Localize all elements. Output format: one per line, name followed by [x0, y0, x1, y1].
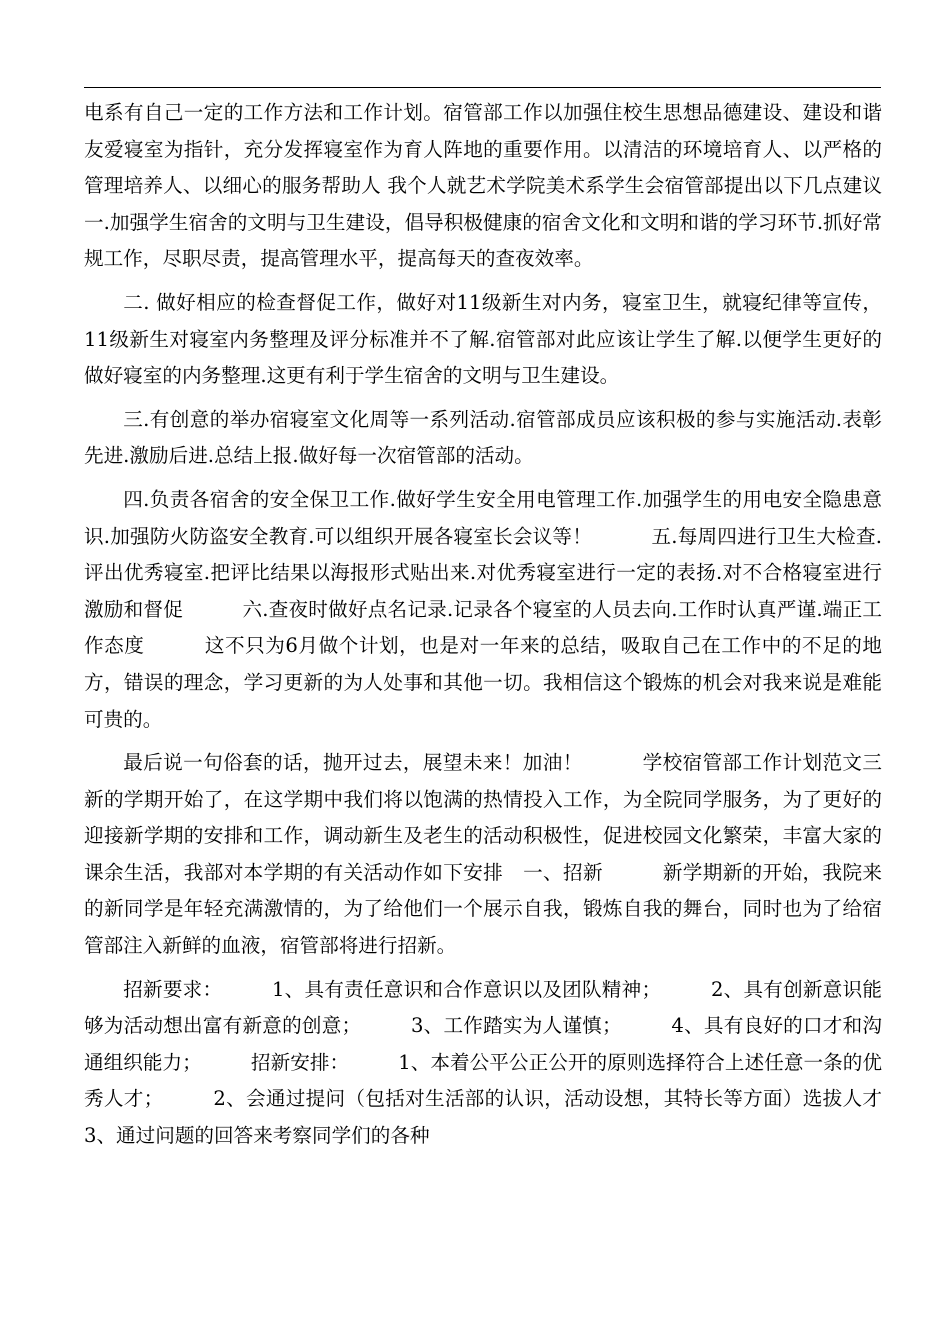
- paragraph: 电系有自己一定的工作方法和工作计划。宿管部工作以加强住校生思想品德建设、建设和谐友爱寝室为指针，充分发挥寝室作为育人阵地的重要作用。以清洁的环境培育人、以严格的管理培养人、以细心的服务帮助人 我个人就艺术学院美术系学生会宿管部提出以下几点建议 一.加强学生宿舍的文明与卫生建设，倡导积极健康的宿舍文化和文明和谐的学习环节.抓好常规工作，尽职尽责，提高管理水平，提高每天的查夜效率。: [84, 101, 922, 271]
- paragraph: 二. 做好相应的检查督促工作，做好对11级新生对内务，寝室卫生，就寝纪律等宣传，11级新生对寝室内务整理及评分标准并不了解.宿管部对此应该让学生了解.以便学生更好的做好寝室的内务整理.这更有利于学生宿舍的文明与卫生建设。: [84, 290, 882, 388]
- paragraph: 最后说一句俗套的话，抛开过去，展望未来！加油！ 学校宿管部工作计划范文三 新的学期开始了，在这学期中我们将以饱满的热情投入工作，为全院同学服务，为了更好的迎接新学期的安排和工作，调动新生及老生的活动积极性，促进校园文化繁荣，丰富大家的课余生活，我部对本学期的有关活动作如下安排 一、招新 新学期新的开始，我院来的新同学是年轻充满激情的，为了给他们一个展示自我，锻炼自我的舞台，同时也为了给宿管部注入新鲜的血液，宿管部将进行招新。: [84, 751, 941, 958]
- document-body: [84, 95, 941, 1162]
- paragraph: 四.负责各宿舍的安全保卫工作.做好学生安全用电管理工作.加强学生的用电安全隐患意识.加强防火防盗安全教育.可以组织开展各寝室长会议等！ 五.每周四进行卫生大检查.评出优秀寝室.把评比结果以海报形式贴出来.对优秀寝室进行一定的表扬.对不合格寝室进行激励和督促 六.查夜时做好点名记录.记录各个寝室的人员去向.工作时认真严谨.端正工作态度 这不只为6月做个计划，也是对一年来的总结，吸取自己在工作中的不足的地方，错误的理念，学习更新的为人处事和其他一切。我相信这个锻炼的机会对我来说是难能可贵的。: [84, 487, 882, 731]
- paragraph: 三.有创意的举办宿寝室文化周等一系列活动.宿管部成员应该积极的参与实施活动.表彰先进.激励后进.总结上报.做好每一次宿管部的活动。: [84, 407, 882, 468]
- paragraph: 招新要求： 1、具有责任意识和合作意识以及团队精神； 2、具有创新意识能够为活动想出富有新意的创意； 3、工作踏实为人谨慎； 4、具有良好的口才和沟通组织能力； 招新安排： 1、本着公平公正公开的原则选择符合上述任意一条的优秀人才； 2、会通过提问（包括对生活部的认识，活动设想，其特长等方面）选拔人才 3、通过问题的回答来考察同学们的各种: [84, 977, 941, 1148]
- header-rule: [84, 87, 881, 88]
